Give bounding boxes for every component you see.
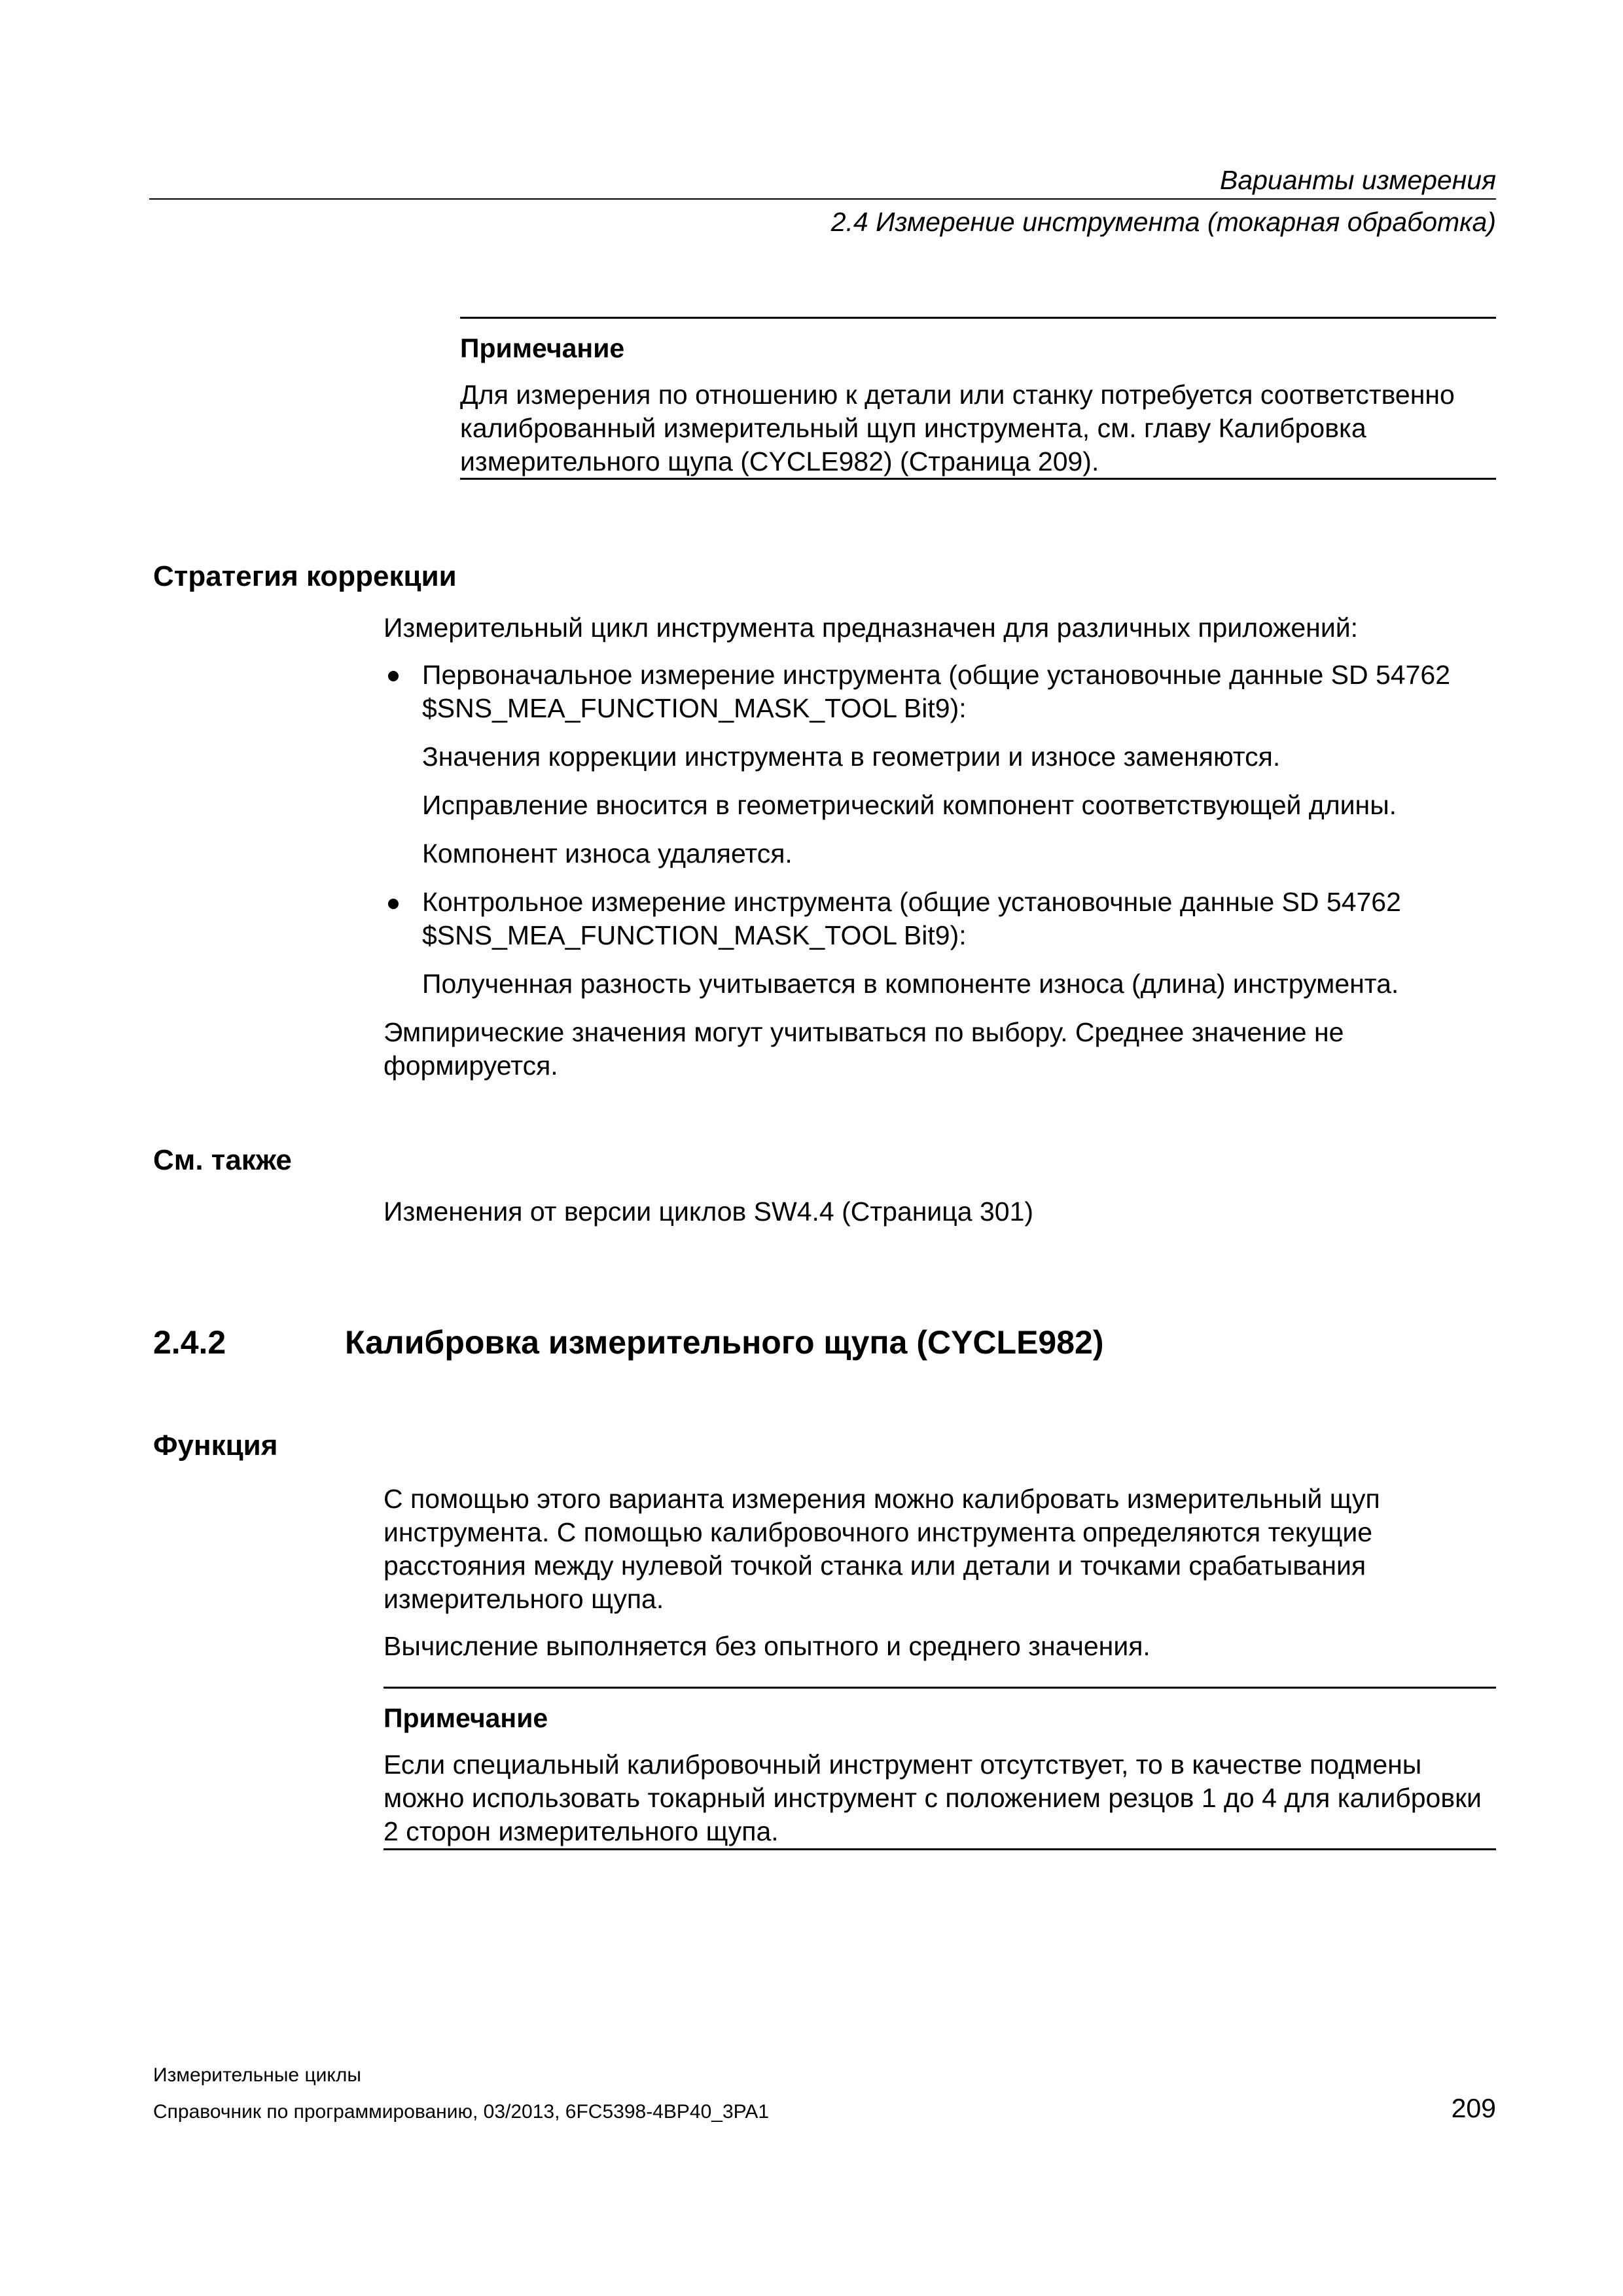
note-title: Примечание xyxy=(383,1703,548,1733)
bullet-1-text: Первоначальное измерение инструмента (общие установочные данные SD 54762 $SNS_MEA_FUNCTION_MASK_TOOL Bit9): xyxy=(422,660,1450,723)
bullet-1-detail-3: Компонент износа удаляется. xyxy=(422,838,793,869)
section-number: 2.4.2 xyxy=(153,1324,226,1361)
bullet-icon xyxy=(388,899,399,909)
bullet-1-detail-1: Значения коррекции инструмента в геометрии и износе заменяются. xyxy=(422,742,1281,772)
note-box-1 xyxy=(460,317,1496,480)
see-also-heading: См. также xyxy=(153,1144,292,1176)
header-rule xyxy=(149,198,1496,200)
correction-intro: Измерительный цикл инструмента предназначен для различных приложений: xyxy=(383,613,1359,643)
bullet-2-text: Контрольное измерение инструмента (общие установочные данные SD 54762 $SNS_MEA_FUNCTION_MASK_TOOL Bit9): xyxy=(422,887,1401,950)
note-box-2 xyxy=(383,1687,1496,1850)
function-heading: Функция xyxy=(153,1429,278,1462)
bullet-2-detail-1: Полученная разность учитывается в компоненте износа (длина) инструмента. xyxy=(422,969,1399,999)
section-title: Калибровка измерительного щупа (CYCLE982) xyxy=(345,1324,1104,1361)
bullet-icon xyxy=(388,671,399,681)
see-also-link[interactable]: Изменения от версии циклов SW4.4 (Страница 301) xyxy=(383,1196,1034,1227)
footer-reference: Справочник по программированию, 03/2013, 6FC5398-4BP40_3PA1 xyxy=(153,2101,770,2123)
note-text: Для измерения по отношению к детали или станку потребуется соответственно калиброванный измерительный щуп инструмента, см. главу Калибровка измерительного щупа (CYCLE982) (Страница 209). xyxy=(460,380,1455,476)
note-text: Если специальный калибровочный инструмент отсутствует, то в качестве подмены можно использовать токарный инструмент с положением резцов 1 до 4 для калибровки 2 сторон измерительного щупа. xyxy=(383,1749,1482,1846)
note-title: Примечание xyxy=(460,333,625,363)
footer-title: Измерительные циклы xyxy=(153,2064,361,2086)
header-chapter: Варианты измерения xyxy=(1219,165,1496,195)
correction-heading: Стратегия коррекции xyxy=(153,560,457,592)
page-number: 209 xyxy=(1451,2093,1496,2123)
correction-outro: Эмпирические значения могут учитываться по выбору. Среднее значение не формируется. xyxy=(383,1017,1344,1081)
function-paragraph-2: Вычисление выполняется без опытного и среднего значения. xyxy=(383,1631,1150,1661)
header-section: 2.4 Измерение инструмента (токарная обработка) xyxy=(830,207,1496,237)
function-paragraph-1: С помощью этого варианта измерения можно калибровать измерительный щуп инструмента. С помощью калибровочного инструмента определяются текущие расстояния между нулевой точкой станка или детали и точками срабатывания измерительного щупа. xyxy=(383,1484,1380,1614)
bullet-1-detail-2: Исправление вносится в геометрический компонент соответствующей длины. xyxy=(422,790,1397,820)
